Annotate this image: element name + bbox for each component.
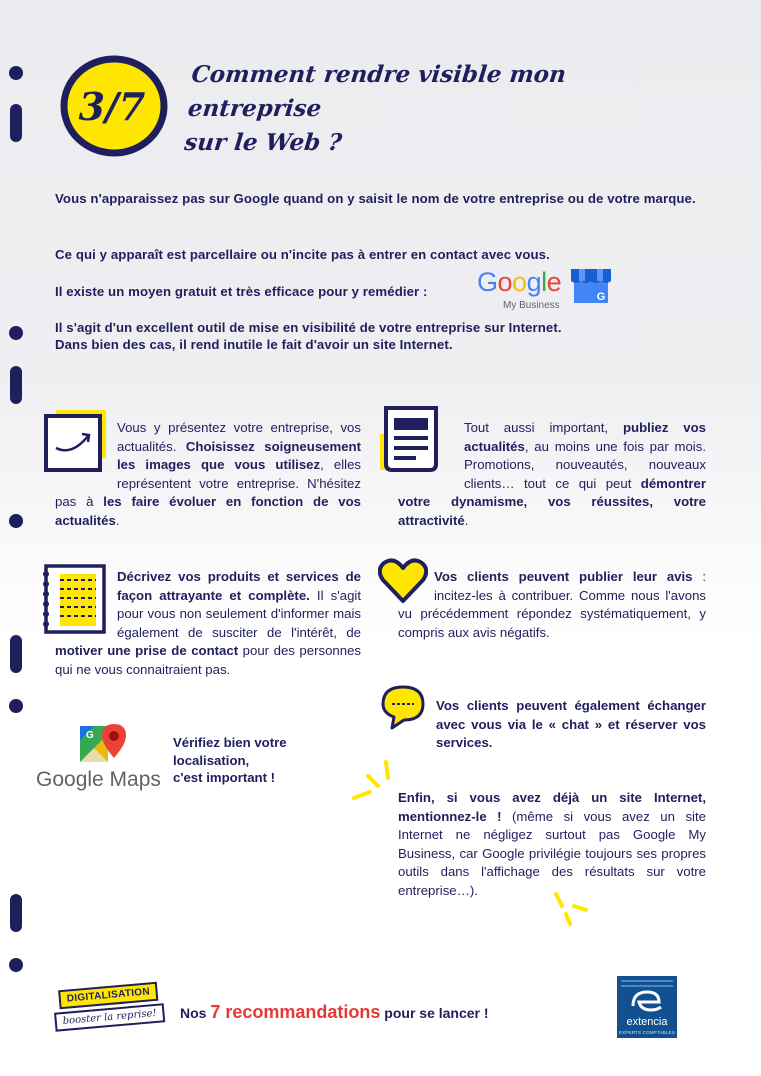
page-title: Comment rendre visible mon entreprise sur le Web ? bbox=[183, 61, 568, 156]
intro-paragraph-4: Il s'agit d'un excellent outil de mise en visibilité de votre entreprise sur Internet. Dans bien des cas, il rend inutile le fait d'avoir un site Internet. bbox=[55, 320, 562, 352]
tip-chat-text: Vos clients peuvent également échanger avec vous via le « chat » et réserver vos services. bbox=[436, 698, 706, 750]
tip-describe-text: Décrivez vos produits et services de façon attrayante et complète. Il s'agit pour vous non seulement d'informer mais également de susciter de l'intérêt, de motiver une prise de contact pour des personnes qui ne vous connaitraient pas. bbox=[55, 569, 362, 677]
sparkle-lines-icon bbox=[350, 758, 400, 806]
google-my-business-logo: Google My Business G bbox=[477, 267, 617, 317]
google-wordmark: Google bbox=[477, 267, 562, 297]
intro-paragraph-3: Il existe un moyen gratuit et très efficace pour y remédier : bbox=[55, 284, 428, 299]
intro-paragraph-1: Vous n'apparaissez pas sur Google quand on y saisit le nom de votre entreprise ou de votre marque. bbox=[55, 191, 696, 206]
google-maps-logo: G Google Maps bbox=[36, 722, 160, 794]
tip-website-text: Enfin, si vous avez déjà un site Internet, mentionnez-le ! (même si vous avez un site Internet ne négligez surtout pas Google My Business, car Google privilégie toujours ses propres outils dans l'affichage des résultats sur votre entreprise…). bbox=[398, 790, 706, 898]
tip-maps-text: Vérifiez bien votre localisation, c'est important ! bbox=[173, 735, 287, 785]
binder-hole bbox=[9, 326, 23, 340]
digitalisation-stamp: DIGITALISATION booster la reprise! bbox=[52, 979, 166, 1040]
binder-hole bbox=[9, 66, 23, 80]
footer-tagline: Nos 7 recommandations pour se lancer ! bbox=[180, 1002, 489, 1022]
sparkle-lines-icon bbox=[552, 888, 592, 928]
svg-text:3/7: 3/7 bbox=[78, 84, 146, 129]
binder-slot bbox=[10, 104, 22, 142]
binder-hole bbox=[9, 958, 23, 972]
binder-hole bbox=[9, 699, 23, 713]
extencia-logo: extencia EXPERTS COMPTABLES bbox=[617, 976, 677, 1038]
svg-text:G: G bbox=[86, 730, 94, 741]
step-badge bbox=[58, 50, 170, 158]
extencia-mark-icon bbox=[617, 976, 677, 1016]
map-pin-icon bbox=[80, 722, 128, 766]
storefront-icon bbox=[571, 267, 611, 305]
binder-slot bbox=[10, 635, 22, 673]
chat-bubble-icon bbox=[380, 684, 426, 730]
binder-slot bbox=[10, 894, 22, 932]
intro-paragraph-2: Ce qui y apparaît est parcellaire ou n'incite pas à entrer en contact avec vous. bbox=[55, 247, 550, 262]
tip-images-text: Vous y présentez votre entreprise, vos actualités. Choisissez soigneusement les images que vous utilisez, elles représentent votre entreprise. N'hésitez pas à les faire évoluer en fonction de vos actualités. bbox=[55, 420, 361, 528]
tip-news-text: Tout aussi important, publiez vos actualités, au moins une fois par mois. Promotions, nouveautés, nouveaux clients… tout ce qui peut démontrer votre dynamisme, vos réussites, votre attractivité. bbox=[398, 420, 707, 528]
tip-reviews-text: Vos clients peuvent publier leur avis : incitez-les à contribuer. Comme nous l'avons vu précédemment répondez systématiquement, y compris aux avis négatifs. bbox=[398, 569, 706, 640]
binder-slot bbox=[10, 366, 22, 404]
svg-text:G: G bbox=[596, 291, 606, 303]
binder-hole bbox=[9, 514, 23, 528]
